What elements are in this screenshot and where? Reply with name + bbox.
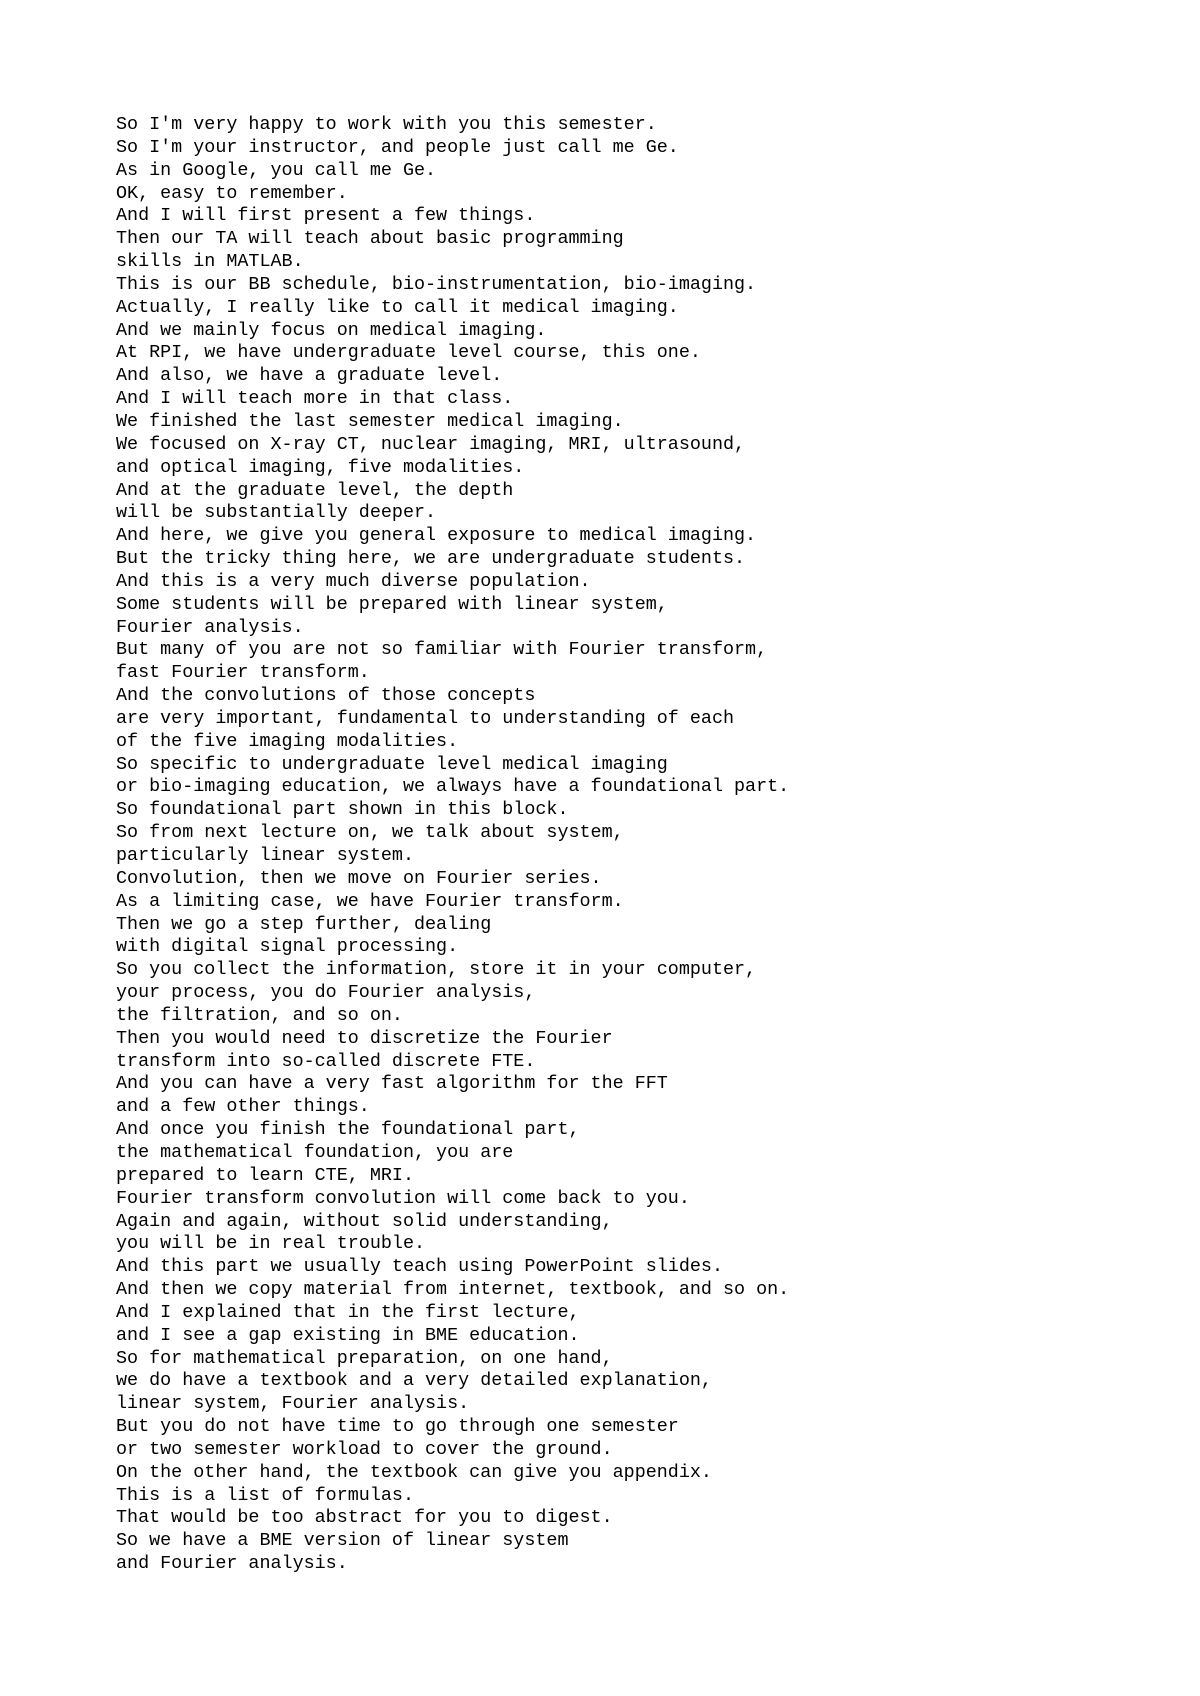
transcript-line: This is a list of formulas.: [116, 1484, 414, 1506]
transcript-line: And also, we have a graduate level.: [116, 365, 503, 387]
transcript-line: And the convolutions of those concepts: [116, 685, 536, 707]
transcript-line: or two semester workload to cover the ground.: [116, 1438, 613, 1460]
transcript-line: Then we go a step further, dealing: [116, 913, 492, 935]
transcript-line: are very important, fundamental to understanding of each: [116, 707, 735, 729]
transcript-line: Again and again, without solid understanding,: [116, 1210, 613, 1232]
transcript-line: you will be in real trouble.: [116, 1233, 426, 1255]
transcript-line: So I'm very happy to work with you this semester.: [116, 114, 657, 135]
transcript-line: But many of you are not so familiar with Fourier transform,: [116, 639, 768, 661]
transcript-line: On the other hand, the textbook can give you appendix.: [116, 1461, 712, 1483]
transcript-line: As in Google, you call me Ge.: [116, 159, 437, 181]
transcript-line: and I see a gap existing in BME education.: [116, 1324, 580, 1346]
transcript-line: And you can have a very fast algorithm for the FFT: [116, 1073, 668, 1095]
transcript-line: prepared to learn CTE, MRI.: [116, 1164, 414, 1186]
transcript-line: So you collect the information, store it in your computer,: [116, 959, 757, 981]
transcript-line: and optical imaging, five modalities.: [116, 456, 525, 478]
transcript-line: But the tricky thing here, we are undergraduate students.: [116, 548, 746, 570]
transcript-line: with digital signal processing.: [116, 936, 459, 958]
transcript-line: So foundational part shown in this block.: [116, 799, 569, 821]
transcript-line: So I'm your instructor, and people just call me Ge.: [116, 136, 679, 158]
transcript-line: This is our BB schedule, bio-instrumentation, bio-imaging.: [116, 273, 757, 295]
transcript-line: fast Fourier transform.: [116, 662, 370, 684]
transcript-line: linear system, Fourier analysis.: [116, 1393, 470, 1415]
transcript-line: Fourier analysis.: [116, 616, 304, 638]
transcript-body: [116, 114, 1116, 1576]
transcript-line: And then we copy material from internet, textbook, and so on.: [116, 1279, 790, 1301]
transcript-line: But you do not have time to go through one semester: [116, 1416, 679, 1438]
transcript-line: and a few other things.: [116, 1096, 370, 1118]
transcript-line: Fourier transform convolution will come back to you.: [116, 1187, 690, 1209]
transcript-line: And this part we usually teach using PowerPoint slides.: [116, 1256, 723, 1278]
transcript-line: Then you would need to discretize the Fourier: [116, 1027, 613, 1049]
transcript-line: And I will teach more in that class.: [116, 388, 514, 410]
transcript-line: And I explained that in the first lecture,: [116, 1301, 580, 1323]
transcript-line: And at the graduate level, the depth: [116, 479, 514, 501]
transcript-line: That would be too abstract for you to digest.: [116, 1507, 613, 1529]
transcript-line: and Fourier analysis.: [116, 1553, 348, 1575]
transcript-line: your process, you do Fourier analysis,: [116, 982, 536, 1004]
transcript-line: So specific to undergraduate level medical imaging: [116, 753, 668, 775]
transcript-line: the mathematical foundation, you are: [116, 1141, 514, 1163]
transcript-line: At RPI, we have undergraduate level course, this one.: [116, 342, 701, 364]
transcript-line: So we have a BME version of linear system: [116, 1530, 569, 1552]
transcript-line: Some students will be prepared with linear system,: [116, 593, 668, 615]
transcript-line: Convolution, then we move on Fourier series.: [116, 867, 602, 889]
transcript-line: of the five imaging modalities.: [116, 730, 459, 752]
transcript-line: Then our TA will teach about basic programming: [116, 228, 624, 250]
transcript-line: We focused on X-ray CT, nuclear imaging, MRI, ultrasound,: [116, 433, 746, 455]
transcript-line: And once you finish the foundational part,: [116, 1119, 580, 1141]
transcript-line: we do have a textbook and a very detailed explanation,: [116, 1370, 712, 1392]
transcript-line: skills in MATLAB.: [116, 251, 304, 273]
transcript-line: particularly linear system.: [116, 845, 414, 866]
transcript-line: And I will first present a few things.: [116, 205, 536, 227]
transcript-line: Actually, I really like to call it medical imaging.: [116, 296, 679, 318]
transcript-line: or bio-imaging education, we always have a foundational part.: [116, 776, 790, 798]
transcript-line: the filtration, and so on.: [116, 1004, 403, 1026]
transcript-line: We finished the last semester medical imaging.: [116, 410, 624, 432]
transcript-line: As a limiting case, we have Fourier transform.: [116, 890, 624, 912]
transcript-line: And we mainly focus on medical imaging.: [116, 319, 547, 341]
transcript-line: And here, we give you general exposure to medical imaging.: [116, 525, 757, 547]
transcript-line: will be substantially deeper.: [116, 502, 437, 524]
transcript-line: OK, easy to remember.: [116, 182, 348, 204]
transcript-line: And this is a very much diverse population.: [116, 570, 591, 592]
transcript-line: So from next lecture on, we talk about system,: [116, 822, 624, 844]
transcript-line: So for mathematical preparation, on one hand,: [116, 1347, 613, 1369]
transcript-line: transform into so-called discrete FTE.: [116, 1050, 536, 1072]
